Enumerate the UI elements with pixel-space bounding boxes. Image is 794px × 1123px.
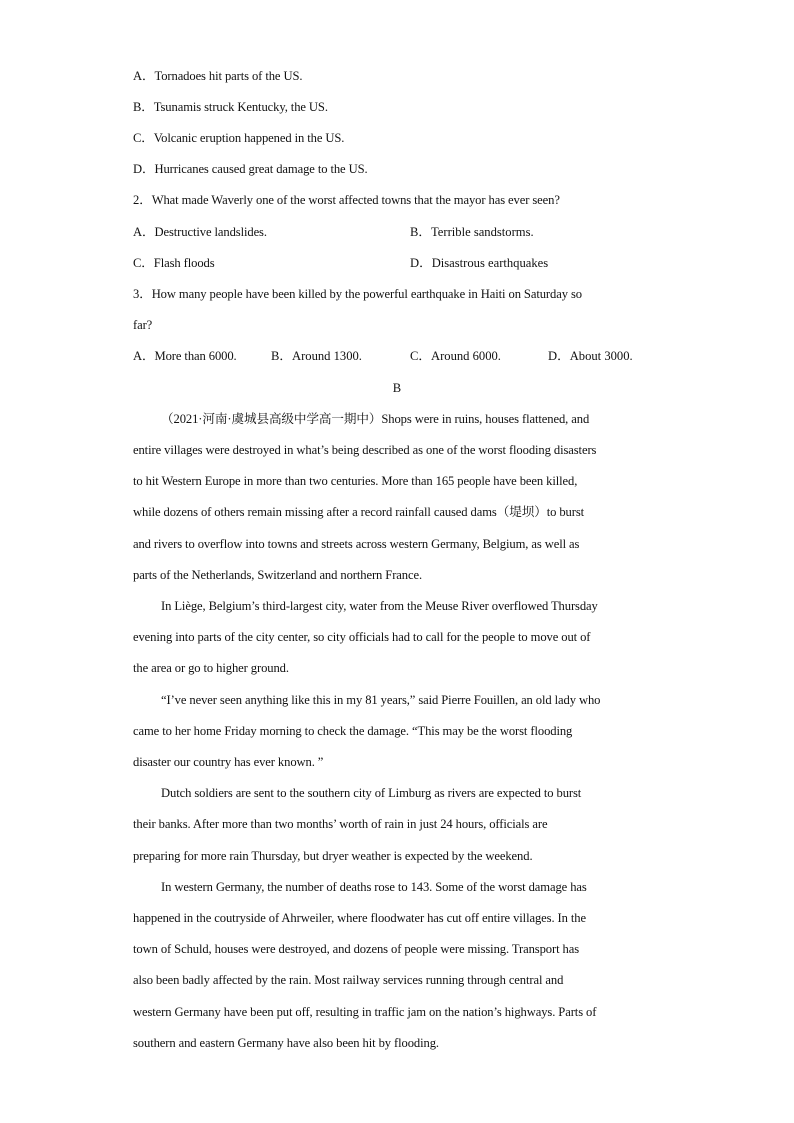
passage-line: southern and eastern Germany have also been hit by flooding. [133, 1036, 439, 1050]
q1-option-c: C．Volcanic eruption happened in the US. [133, 131, 345, 145]
q2-option-a: A．Destructive landslides. [133, 225, 267, 239]
section-label: B [392, 381, 402, 395]
q1-option-d: D．Hurricanes caused great damage to the US. [133, 162, 368, 176]
passage-line: western Germany have been put off, resulting in traffic jam on the nation’s highways. Parts of [133, 1005, 597, 1019]
passage-line: parts of the Netherlands, Switzerland and northern France. [133, 568, 423, 582]
q2-option-d: D．Disastrous earthquakes [410, 256, 549, 270]
q1-option-b: B．Tsunamis struck Kentucky, the US. [133, 100, 328, 114]
passage-line: their banks. After more than two months’ worth of rain in just 24 hours, officials are [133, 817, 548, 831]
q3-option-d: D．About 3000. [548, 349, 633, 363]
passage-line: entire villages were destroyed in what’s being described as one of the worst flooding disasters [133, 443, 597, 457]
q2-option-b: B．Terrible sandstorms. [410, 225, 534, 239]
q3-question-line2: far? [133, 318, 153, 332]
q3-option-a: A．More than 6000. [133, 349, 237, 363]
passage-line: also been badly affected by the rain. Most railway services running through central and [133, 973, 564, 987]
q3-option-c: C．Around 6000. [410, 349, 501, 363]
passage-line: preparing for more rain Thursday, but dryer weather is expected by the weekend. [133, 849, 533, 863]
q2-question: 2．What made Waverly one of the worst affected towns that the mayor has ever seen? [133, 193, 560, 207]
passage-line: while dozens of others remain missing after a record rainfall caused dams（堤坝）to burst [133, 505, 585, 519]
passage-line: Dutch soldiers are sent to the southern city of Limburg as rivers are expected to burst [161, 786, 582, 800]
passage-line: came to her home Friday morning to check the damage. “This may be the worst flooding [133, 724, 573, 738]
passage-line: and rivers to overflow into towns and streets across western Germany, Belgium, as well as [133, 537, 580, 551]
passage-line: “I’ve never seen anything like this in my 81 years,” said Pierre Fouillen, an old lady who [161, 693, 601, 707]
passage-line: town of Schuld, houses were destroyed, and dozens of people were missing. Transport has [133, 942, 579, 956]
passage-line: （2021·河南·虞城县高级中学高一期中）Shops were in ruins, houses flattened, and [161, 412, 590, 426]
passage-line: evening into parts of the city center, so city officials had to call for the people to move out of [133, 630, 591, 644]
q3-question-line1: 3．How many people have been killed by the powerful earthquake in Haiti on Saturday so [133, 287, 582, 301]
passage-line: disaster our country has ever known. ” [133, 755, 324, 769]
q3-option-b: B．Around 1300. [271, 349, 362, 363]
passage-line: In western Germany, the number of deaths rose to 143. Some of the worst damage has [161, 880, 587, 894]
passage-line: In Liège, Belgium’s third-largest city, water from the Meuse River overflowed Thursday [161, 599, 598, 613]
passage-line: the area or go to higher ground. [133, 661, 289, 675]
passage-line: to hit Western Europe in more than two centuries. More than 165 people have been killed, [133, 474, 578, 488]
q2-option-c: C．Flash floods [133, 256, 215, 270]
q1-option-a: A．Tornadoes hit parts of the US. [133, 69, 303, 83]
passage-line: happened in the coutryside of Ahrweiler, where floodwater has cut off entire villages. In the [133, 911, 586, 925]
